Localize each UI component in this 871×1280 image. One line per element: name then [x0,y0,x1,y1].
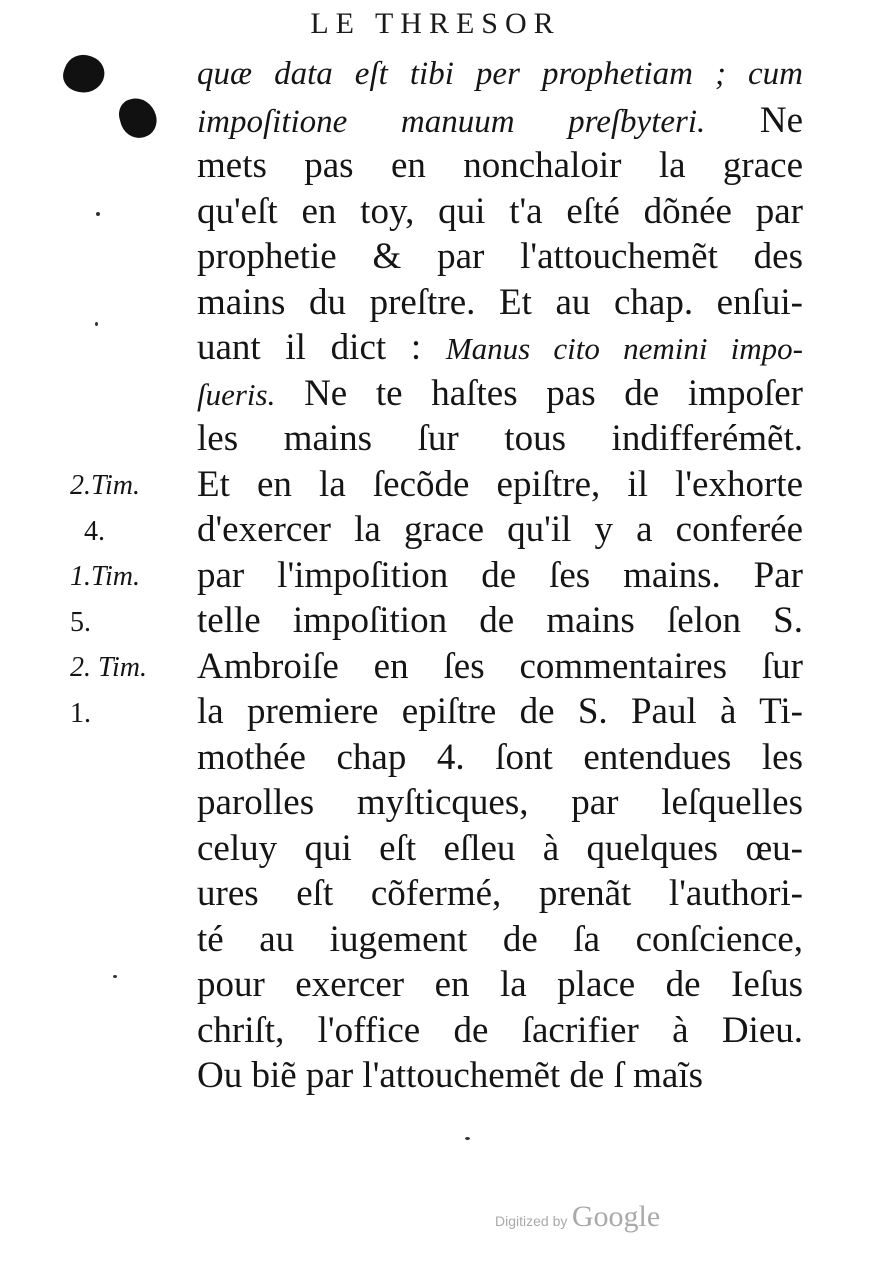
digitized-by-text: Digitized by [495,1213,568,1229]
margin-note: 2.Tim. [70,470,141,501]
text-line: Et en la ſecõde epiſtre, il l'exhorte [197,463,803,505]
text-line: par l'impoſition de ſes mains. Par [197,554,803,596]
ink-speck [96,212,100,216]
text-line: mets pas en nonchaloir la grace [197,145,803,186]
text-line: pour exercer en la place de Ieſus [197,964,803,1005]
text-line: uant il dict : Manus cito nemini impo- [197,327,803,368]
text-line: chriſt, l'office de ſacrifier à Dieu. [197,1009,803,1051]
ink-speck [113,975,117,978]
digitized-by-google-watermark [495,1200,675,1240]
text-line: impoſitione manuum preſbyteri. Ne [197,99,803,141]
margin-notes [70,463,190,736]
text-line: Ou biẽ par l'attouchemẽt de ſ maĩs [197,1055,704,1096]
text-line: les mains ſur tous indifferémẽt. [197,418,803,459]
text-line: ures eſt cõfermé, prenãt l'authori- [197,873,803,914]
text-line: prophetie & par l'attouchemẽt des [197,236,803,277]
margin-note: 4. [84,515,105,547]
text-line: parolles myſticques, par leſquelles [197,782,803,823]
google-logo-text: Google [571,1200,661,1233]
text-line: la premiere epiſtre de S. Paul à Ti- [197,691,803,732]
text-line: Ambroiſe en ſes commentaires ſur [197,645,803,687]
text-line: telle impoſition de mains ſelon S. [197,600,803,641]
margin-note: 2. Tim. [70,652,148,683]
ink-blot [115,94,160,142]
ink-blot [59,49,110,98]
margin-note: 1.Tim. [70,561,141,592]
text-line: mothée chap 4. ſont entendues les [197,736,803,778]
text-line: té au iugement de ſa conſcience, [197,918,803,960]
ink-speck [95,322,98,326]
ink-speck [465,1137,470,1140]
text-line: mains du preſtre. Et au chap. enſui- [197,281,803,323]
text-line: celuy qui eſt eſleu à quelques œu- [197,827,803,869]
body-text [197,52,803,1099]
margin-note: 1. [70,697,91,729]
text-line: ſueris. Ne te haſtes pas de impoſer [197,372,803,414]
text-line: d'exercer la grace qu'il y a conferée [197,509,803,550]
text-line: quæ data eſt tibi per prophetiam ; cum [197,56,803,92]
running-head: LE THRESOR [310,7,561,40]
margin-note: 5. [70,606,91,638]
text-line: qu'eſt en toy, qui t'a eſté dõnée par [197,190,803,232]
